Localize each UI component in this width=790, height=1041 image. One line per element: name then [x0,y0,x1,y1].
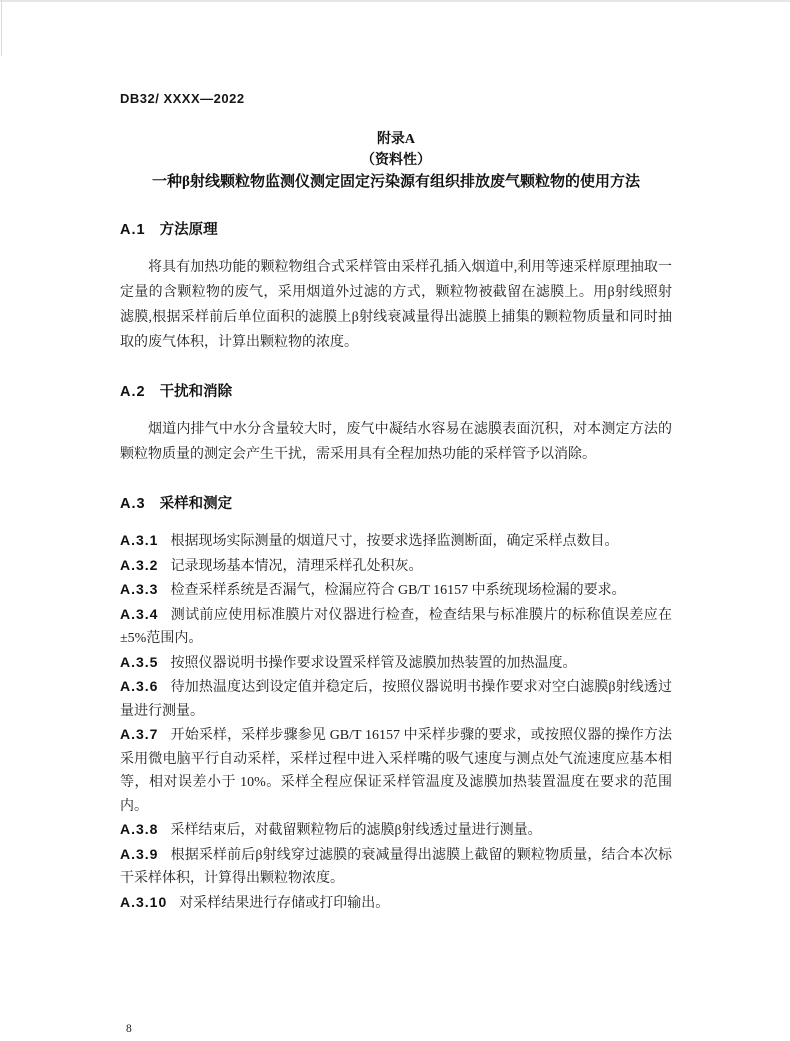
section-a1-heading [120,220,672,240]
clause-number: A.3.8 [120,821,159,837]
section-a2-paragraph: 烟道内排气中水分含量较大时，废气中凝结水容易在滤膜表面沉积，对本测定方法的颗粒物质量的测定会产生干扰，需采用具有全程加热功能的采样管予以消除。 [120,422,672,462]
clause-list [120,529,672,915]
standard-code: DB32/ XXXX—2022 [120,91,245,106]
clause-number: A.3.5 [120,653,159,670]
clause-item [120,529,672,554]
page-number: 8 [126,1023,132,1035]
appendix-title: 一种β射线颗粒物监测仪测定固定污染源有组织排放废气颗粒物的使用方法 [152,174,640,190]
clause-item [120,651,672,676]
clause-number: A.3.10 [120,893,168,910]
section-a1 [120,220,672,355]
appendix-label: 附录A [376,132,416,147]
section-a2 [120,382,672,467]
section-a2-heading [120,382,672,402]
clause-item [120,843,672,891]
section-a2-number: A.2 [120,384,146,400]
clause-item [120,891,672,916]
clause-number: A.3.9 [120,845,159,862]
clause-text: 采样结束后，对截留颗粒物后的滤膜β射线透过量进行测量。 [170,823,542,838]
clause-item [120,723,672,818]
clause-item [120,603,672,651]
section-a1-number: A.1 [120,222,146,238]
clause-text: 对采样结果进行存储或打印输出。 [179,895,390,911]
section-a3-heading [120,494,672,514]
section-a3-title: 采样和测定 [159,496,233,512]
clause-item [120,578,672,603]
appendix-normative-note: （资料性） [361,153,431,168]
section-a1-title: 方法原理 [159,222,218,238]
section-a1-paragraph: 将具有加热功能的颗粒物组合式采样管由采样孔插入烟道中,利用等速采样原理抽取一定量的含颗粒物的废气，采用烟道外过滤的方式，颗粒物被截留在滤膜上。用β射线照射滤膜,根据采样前后单位面积的滤膜上β射线衰减量得出滤膜上捕集的颗粒物质量和同时抽取的废气体积，计算出颗粒物的浓度。 [120,260,672,350]
appendix-header [120,129,672,193]
clause-item [120,818,672,843]
clause-number: A.3.3 [120,581,159,597]
clause-text: 开始采样，采样步骤参见 GB/T 16157 中采样步骤的要求，或按照仪器的操作方法采用微电脑平行自动采样，采样过程中进入采样嘴的吸气速度与测点处气流速度应基本相等，相对误差小于 10%。采样全程应保证采样管温度及滤膜加热装置温度在要求的范围内。 [120,728,672,814]
clause-number: A.3.1 [120,532,159,548]
clause-text: 根据现场实际测量的烟道尺寸，按要求选择监测断面，确定采样点数目。 [170,534,619,549]
clause-text: 按照仪器说明书操作要求设置采样管及滤膜加热装置的加热温度。 [170,655,577,671]
clause-number: A.3.4 [120,605,159,622]
clause-text: 待加热温度达到设定值并稳定后，按照仪器说明书操作要求对空白滤膜β射线透过量进行测量。 [120,680,672,719]
clause-text: 检查采样系统是否漏气，检漏应符合 GB/T 16157 中系统现场检漏的要求。 [170,583,626,598]
clause-item [120,554,672,579]
clause-number: A.3.2 [120,556,159,573]
clause-text: 记录现场基本情况，清理采样孔处积灰。 [170,558,423,574]
clause-text: 测试前应使用标准膜片对仪器进行检查，检查结果与标准膜片的标称值误差应在±5%范围内。 [120,607,672,646]
clause-text: 根据采样前后β射线穿过滤膜的衰减量得出滤膜上截留的颗粒物质量，结合本次标干采样体积，计算得出颗粒物浓度。 [120,847,672,886]
section-a3 [120,494,672,915]
section-a2-title: 干扰和消除 [159,384,233,400]
clause-number: A.3.7 [120,726,159,742]
section-a3-number: A.3 [120,496,146,512]
clause-number: A.3.6 [120,678,159,694]
clause-item [120,675,672,723]
